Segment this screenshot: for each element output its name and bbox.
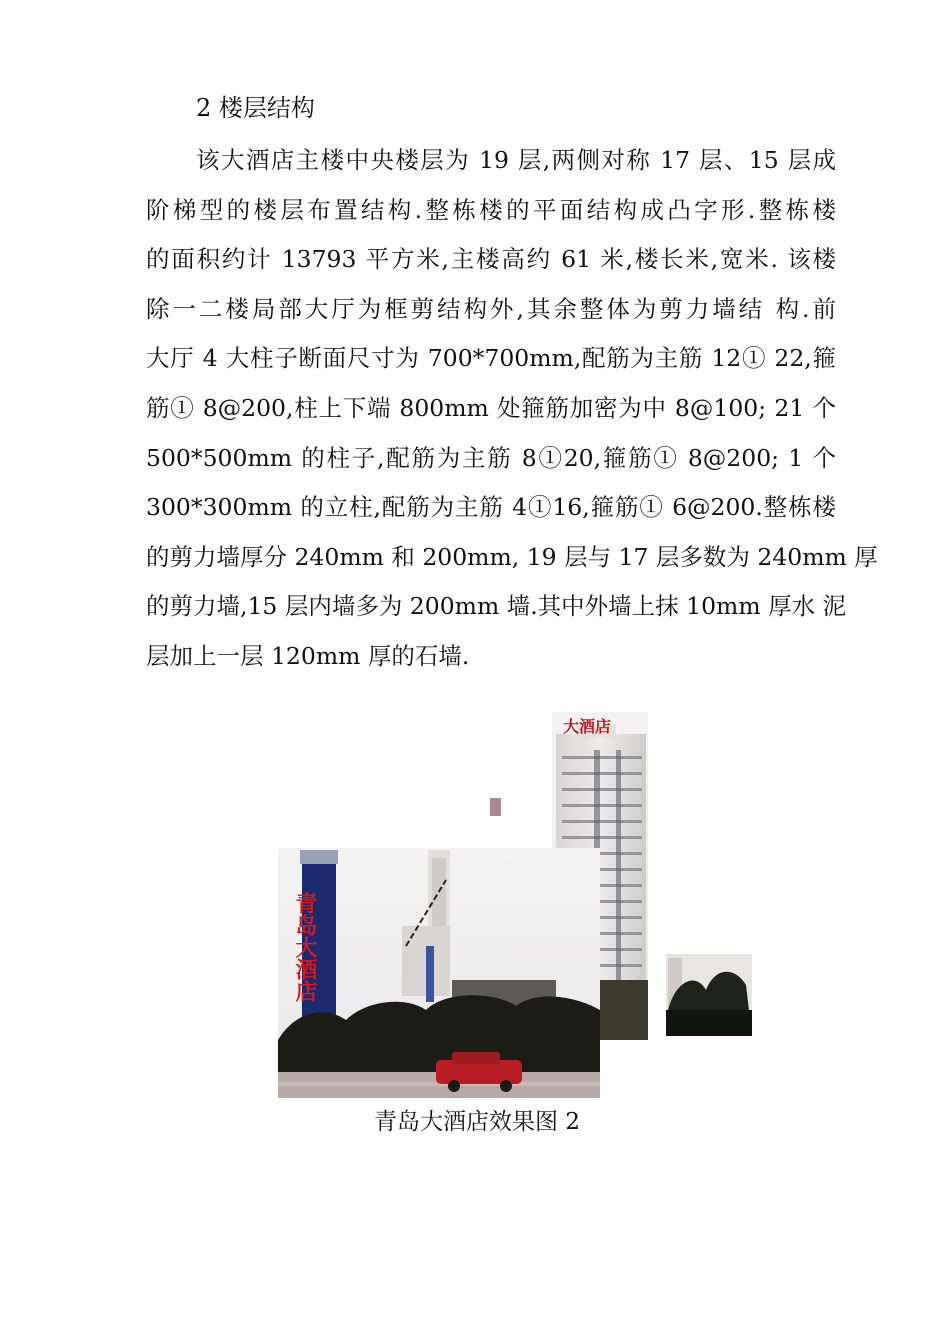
paragraph-line: 该大酒店主楼中央楼层为 19 层,两侧对称 17 层、15 层成 [196,146,836,174]
paragraph-line: 的剪力墙,15 层内墙多为 200mm 墙.其中外墙上抹 10mm 厚水 泥 [146,592,847,620]
side-trees-photo [666,954,752,1036]
paragraph-line: 除一二楼局部大厅为框剪结构外,其余整体为剪力墙结 构.前 [146,295,836,323]
artifact-square [490,798,501,816]
figure-caption: 青岛大酒店效果图 2 [374,1109,580,1135]
entrance-photo [278,848,600,1098]
paragraph-line: 的剪力墙厚分 240mm 和 200mm, 19 层与 17 层多数为 240mm 厚 [146,543,878,571]
hotel-photo-collage [276,710,756,1102]
paragraph-line: 阶梯型的楼层布置结构.整栋楼的平面结构成凸字形.整栋楼 [146,196,836,224]
section-heading: 2 楼层结构 [196,94,315,122]
paragraph-line: 筋① 8@200,柱上下端 800mm 处箍筋加密为中 8@100; 21 个 [146,394,836,422]
roof-sign: 大酒店 [563,717,612,736]
paragraph-line: 大厅 4 大柱子断面尺寸为 700*700mm,配筋为主筋 12① 22,箍 [146,344,836,372]
paragraph-line: 300*300mm 的立柱,配筋为主筋 4①16,箍筋① 6@200.整栋楼 [146,493,836,521]
vertical-sign: 青岛大酒店 [292,892,318,1002]
paragraph-line: 层加上一层 120mm 厚的石墙. [146,642,470,670]
paragraph-line: 的面积约计 13793 平方米,主楼高约 61 米,楼长米,宽米. 该楼 [146,245,836,273]
paragraph-line: 500*500mm 的柱子,配筋为主筋 8①20,箍筋① 8@200; 1 个 [146,444,836,472]
